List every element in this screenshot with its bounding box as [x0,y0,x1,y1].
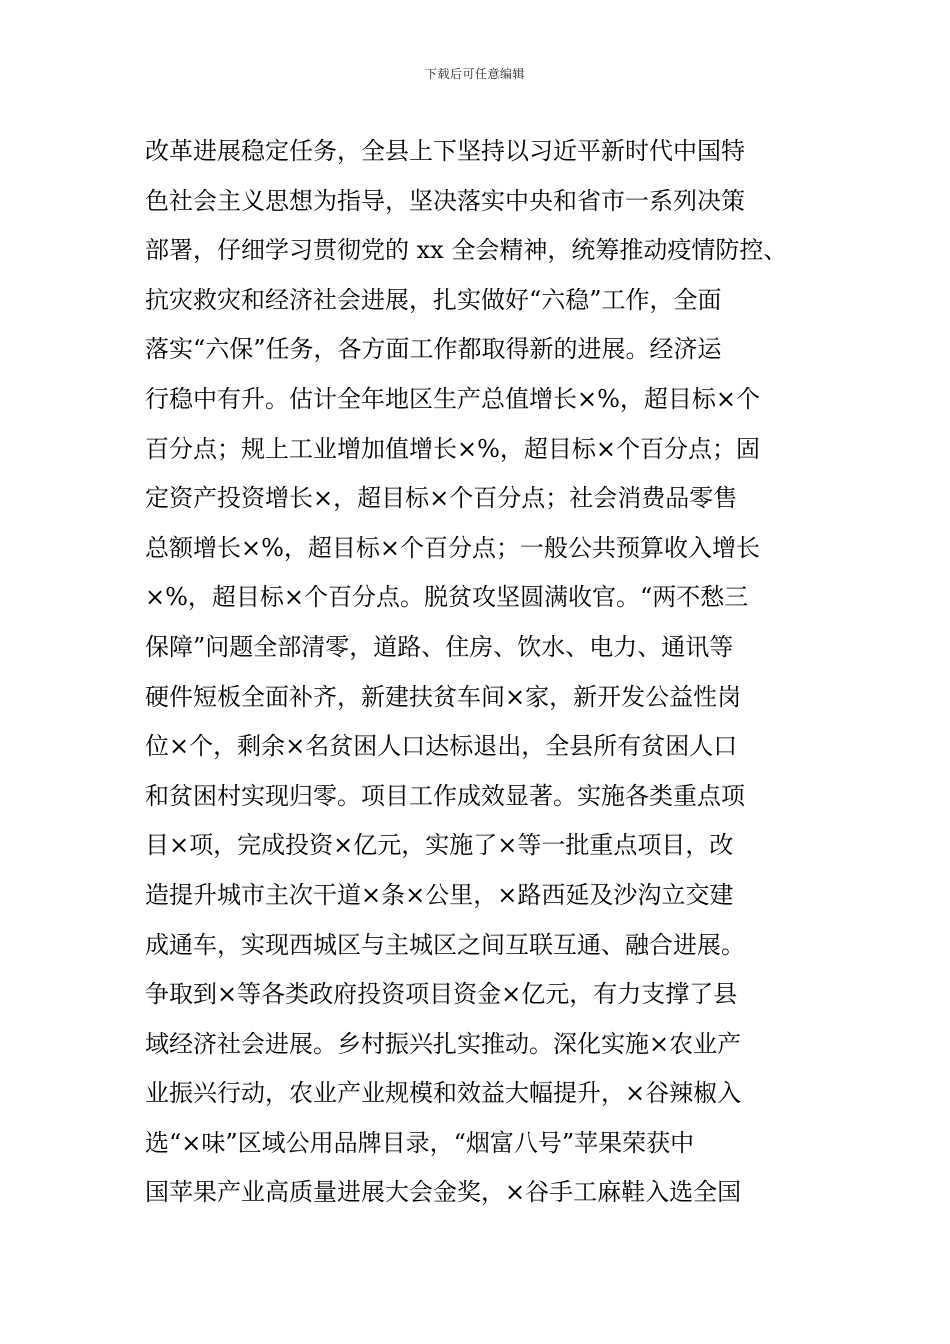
text-line: 百分点；规上工业增加值增长×%，超目标×个百分点；固 [145,434,761,463]
text-line: 国苹果产业高质量进展大会金奖，×谷手工麻鞋入选全国 [145,1178,742,1207]
text-line: 域经济社会进展。乡村振兴扎实推动。深化实施×农业产 [145,1029,742,1058]
text-line: 定资产投资增长×，超目标×个百分点；社会消费品零售 [145,484,738,513]
text-line: 和贫困村实现归零。项目工作成效显著。实施各类重点项 [145,781,745,810]
page-header-note: 下载后可任意编辑 [424,67,525,81]
text-line: 行稳中有升。估计全年地区生产总值增长×%，超目标×个 [145,384,761,413]
text-line: 业振兴行动，农业产业规模和效益大幅提升，×谷辣椒入 [145,1079,742,1108]
text-line: 硬件短板全面补齐，新建扶贫车间×家，新开发公益性岗 [145,682,742,711]
text-line: ×%，超目标×个百分点。脱贫攻坚圆满收官。“两不愁三 [145,583,749,612]
text-line: 改革进展稳定任务，全县上下坚持以习近平新时代中国特 [145,137,745,165]
text-line: 总额增长×%，超目标×个百分点；一般公共预算收入增长 [145,533,761,562]
text-line: 抗灾救灾和经济社会进展，扎实做好“六稳”工作，全面 [145,285,722,314]
body-paragraph [145,127,825,1218]
text-line: 争取到×等各类政府投资项目资金×亿元，有力支撑了县 [145,980,738,1009]
text-line: 色社会主义思想为指导，坚决落实中央和省市一系列决策 [145,186,745,215]
text-line: 位×个，剩余×名贫困人口达标退出，全县所有贫困人口 [145,732,738,761]
text-line: 保障”问题全部清零，道路、住房、饮水、电力、通讯等 [145,632,734,661]
text-line: 部署，仔细学习贯彻党的 xx 全会精神，统筹推动疫情防控、 [145,236,788,265]
text-line: 选“×味”区域公用品牌目录，“烟富八号”苹果荣获中 [145,1128,695,1157]
text-line: 造提升城市主次干道×条×公里，×路西延及沙沟立交建 [145,880,734,909]
text-line: 目×项，完成投资×亿元，实施了×等一批重点项目，改 [145,831,734,860]
text-line: 成通车，实现西城区与主城区之间互联互通、融合进展。 [145,930,745,959]
text-line: 落实“六保”任务，各方面工作都取得新的进展。经济运 [145,335,722,364]
